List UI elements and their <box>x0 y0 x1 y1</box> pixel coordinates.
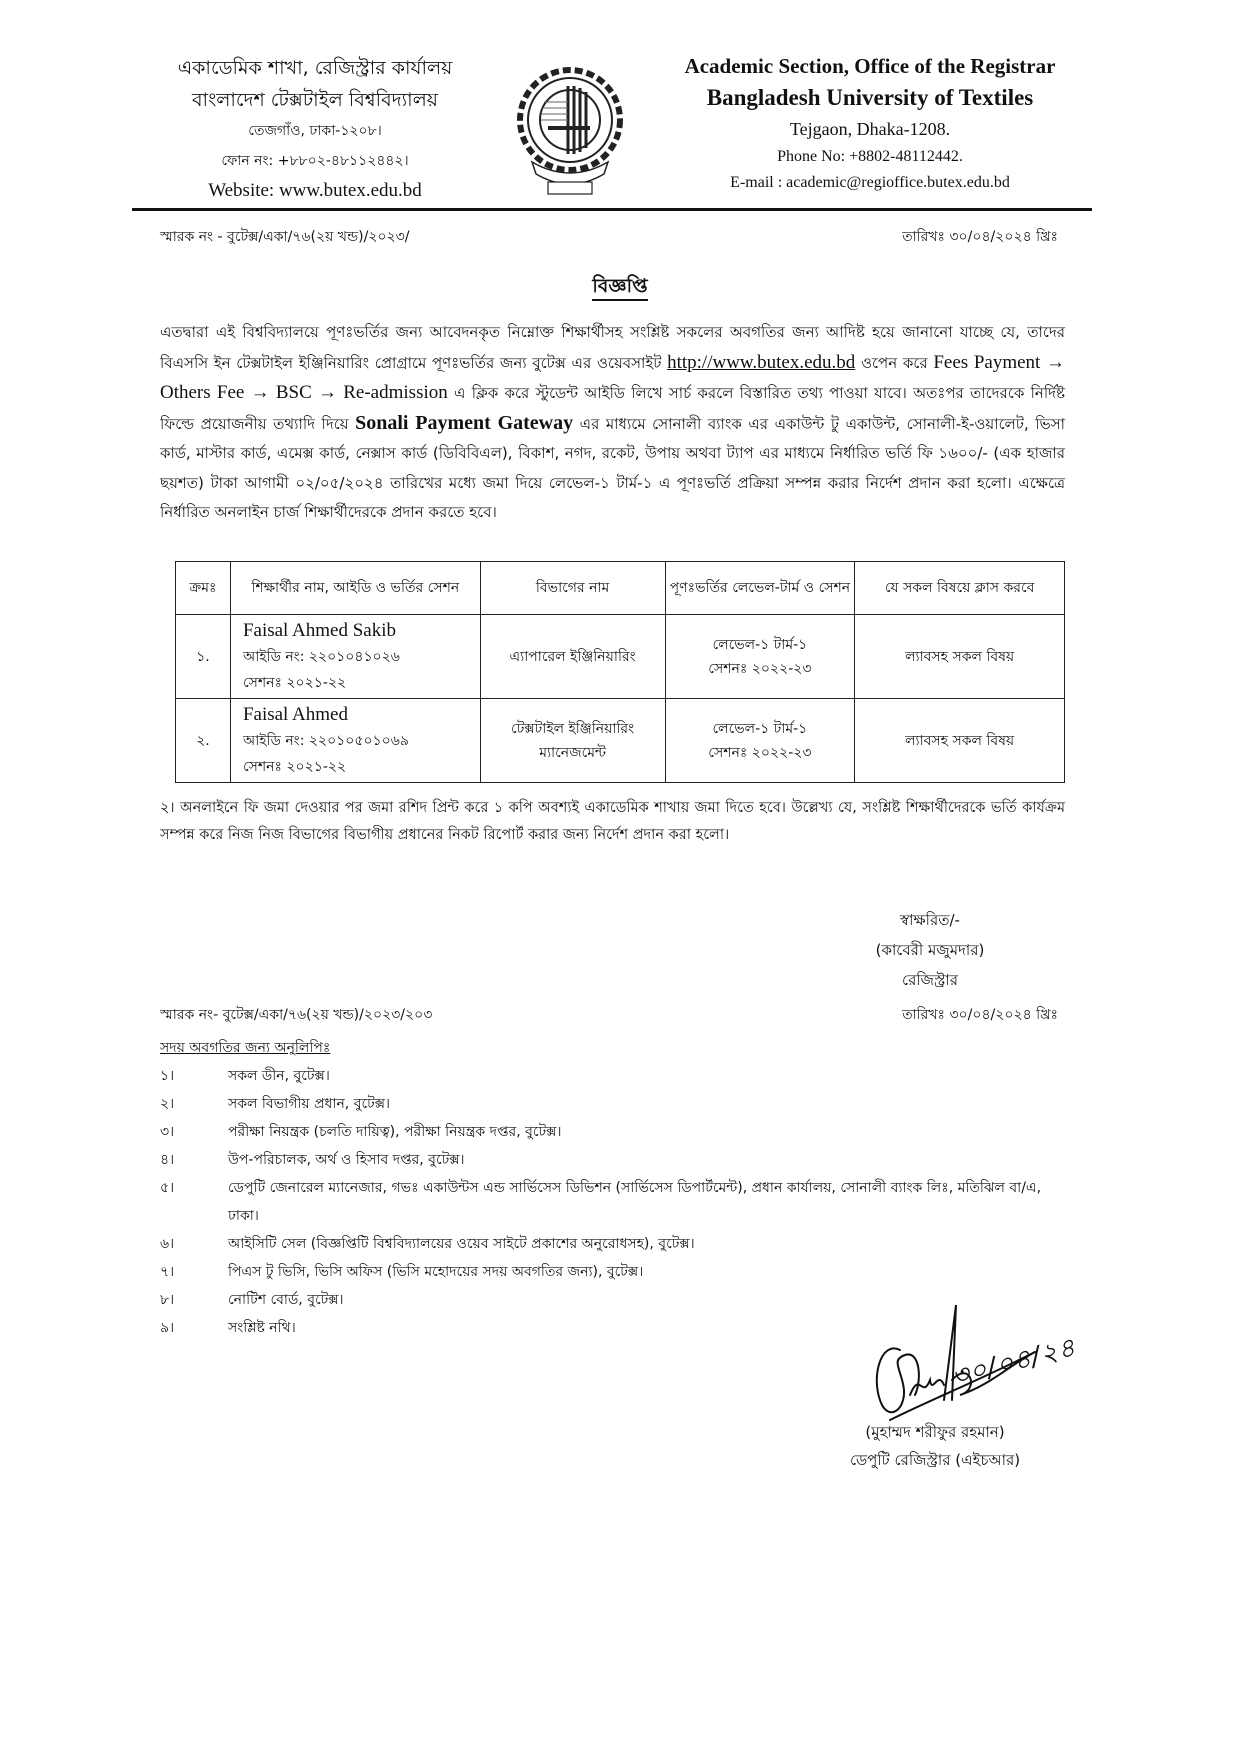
header-bn-office: একাডেমিক শাখা, রেজিস্ট্রার কার্যালয় <box>177 57 453 79</box>
student-name: Faisal Ahmed <box>242 703 348 725</box>
header-en-address: Tejgaon, Dhaka-1208. <box>789 119 951 139</box>
item-number: ৪। <box>160 1152 175 1168</box>
col-subjects: যে সকল বিষয়ে ক্লাস করবে <box>855 562 1065 615</box>
col-serial: ক্রমঃ <box>176 562 231 615</box>
item-text: পরীক্ষা নিয়ন্ত্রক (চলতি দায়িত্ব), পরীক্ষা নিয়ন্ত্রক দপ্তর, বুটেক্স। <box>228 1124 562 1140</box>
notice-text-4: এর মাধ্যমে সোনালী ব্যাংক এর একাউন্ট টু একাউন্ট, সোনালী-ই-ওয়ালেট, ভিসা কার্ড, মাস্টার কার্ড, এমেক্স কার্ড, নেক্সাস কার্ড (ডিবিবিএল), বিকাশ, নগদ, রকেট, উপায় অথবা ট্যাপ এর মাধ্যমে নির্ধারিত ভর্তি ফি ১৬০০/- (এক হাজার ছয়শত) টাকা আগামী ০২/০৫/২০২৪ তারিখের মধ্যে জমা দিয়ে লেভেল-১ টার্ম-১ এ পূণঃভর্তি প্রক্রিয়া সম্পন্ন করার নির্দেশ প্রদান করা হলো। এক্ষেত্রে নির্ধারিত অনলাইন চার্জ শিক্ষার্থীদেরকে প্রদান করতে হবে। <box>160 414 1065 521</box>
readmit-session: সেশনঃ ২০২২-২৩ <box>708 660 812 677</box>
copies-title: সদয় অবগতির জন্য অনুলিপিঃ <box>160 1040 331 1056</box>
item-number: ৫। <box>160 1180 175 1196</box>
level-term: লেভেল-১ টার্ম-১ <box>712 720 808 737</box>
website-link[interactable]: http://www.butex.edu.bd <box>667 351 856 373</box>
signature-date: ৩০/০৪/২৪ <box>948 1332 1080 1393</box>
header-divider <box>132 208 1092 211</box>
item-text: নোটিশ বোর্ড, বুটেক্স। <box>228 1292 344 1308</box>
header-website: Website: www.butex.edu.bd <box>208 180 422 201</box>
memo2-reference: স্মারক নং- বুটেক্স/একা/৭৬(২য় খন্ড)/২০২৩/২০৩ <box>160 1007 433 1023</box>
row-serial: ২. <box>176 699 231 783</box>
item-text: আইসিটি সেল (বিজ্ঞপ্তিটি বিশ্ববিদ্যালয়ের ওয়েব সাইটে প্রকাশের অনুরোধসহ), বুটেক্স। <box>228 1236 695 1252</box>
header-en-phone: Phone No: +8802-48112442. <box>777 148 963 165</box>
notice-text-2: ওপেন করে <box>860 353 928 372</box>
row-student <box>230 699 480 783</box>
item-number: ৭। <box>160 1264 175 1280</box>
col-department: বিভাগের নাম <box>480 562 665 615</box>
row-department: টেক্সটাইল ইঞ্জিনিয়ারিং ম্যানেজমেন্ট <box>480 699 665 783</box>
notice-title-text: বিজ্ঞপ্তি <box>592 275 647 301</box>
col-level-term: পূণঃভর্তির লেভেল-টার্ম ও সেশন <box>665 562 855 615</box>
list-item <box>160 1258 1060 1286</box>
student-name: Faisal Ahmed Sakib <box>242 619 397 641</box>
registrar-title: রেজিস্ট্রার <box>901 971 959 989</box>
payment-path: Fees Payment → Others Fee → BSC → Re-admission <box>160 351 1065 403</box>
item-text: সকল বিভাগীয় প্রধান, বুটেক্স। <box>228 1096 391 1112</box>
university-seal-icon <box>510 62 630 202</box>
notice-body <box>160 318 1065 528</box>
readmit-session: সেশনঃ ২০২২-২৩ <box>708 744 812 761</box>
row-serial: ১. <box>176 615 231 699</box>
deputy-registrar-signatory <box>820 1418 1050 1474</box>
registrar-signatory <box>830 905 1030 995</box>
item-text: পিএস টু ভিসি, ভিসি অফিস (ভিসি মহোদয়ের সদয় অবগতির জন্য), বুটেক্স। <box>228 1264 644 1280</box>
student-session: সেশনঃ ২০২১-২২ <box>242 674 347 691</box>
memo2-date: তারিখঃ ৩০/০৪/২০২৪ খ্রিঃ <box>902 1007 1058 1023</box>
table-row <box>176 699 1065 783</box>
notice-text-1: এতদ্বারা এই বিশ্ববিদ্যালয়ে পূণঃভর্তির জন্য আবেদনকৃত নিম্নোক্ত শিক্ষার্থীসহ সংশ্লিষ্ট সকলের অবগতির জন্য আদিষ্ট হয়ে জানানো যাচ্ছে যে, তাদের বিএসসি ইন টেক্সটাইল ইঞ্জিনিয়ারিং প্রোগ্রামে পূণঃভর্তির জন্য বুটেক্স এর ওয়েবসাইট <box>160 323 1065 372</box>
item-number: ১। <box>160 1068 175 1084</box>
table-header-row <box>176 562 1065 615</box>
row-department: এ্যাপারেল ইঞ্জিনিয়ারিং <box>480 615 665 699</box>
list-item <box>160 1062 1060 1090</box>
header-en-university: Bangladesh University of Textiles <box>706 85 1034 110</box>
payment-gateway-name: Sonali Payment Gateway <box>355 411 574 434</box>
col-student: শিক্ষার্থীর নাম, আইডি ও ভর্তির সেশন <box>230 562 480 615</box>
header-en-office: Academic Section, Office of the Registrar <box>684 54 1056 78</box>
memo-date: তারিখঃ ৩০/০৪/২০২৪ খ্রিঃ <box>902 229 1058 245</box>
list-item <box>160 1090 1060 1118</box>
list-item <box>160 1146 1060 1174</box>
header-bn-address: তেজগাঁও, ঢাকা-১২০৮। <box>248 123 382 139</box>
student-session: সেশনঃ ২০২১-২২ <box>242 758 347 775</box>
table-row <box>176 615 1065 699</box>
row-level-term <box>665 615 855 699</box>
header-bn-university: বাংলাদেশ টেক্সটাইল বিশ্ববিদ্যালয় <box>191 89 438 111</box>
item-text: সংশ্লিষ্ট নথি। <box>228 1320 296 1336</box>
notice-title <box>0 272 1240 304</box>
header-english <box>660 50 1080 196</box>
item-number: ৬। <box>160 1236 175 1252</box>
signed-mark: স্বাক্ষরিত/- <box>900 911 960 929</box>
level-term: লেভেল-১ টার্ম-১ <box>712 636 808 653</box>
item-number: ৮। <box>160 1292 175 1308</box>
header-bangla <box>150 52 480 206</box>
student-id: আইডি নং: ২২০১০৪১০২৬ <box>242 648 400 665</box>
row-student <box>230 615 480 699</box>
item-number: ৩। <box>160 1124 175 1140</box>
list-item <box>160 1230 1060 1258</box>
notice-text-3: এ ক্লিক করে স্টুডেন্ট আইডি লিখে সার্চ করলে বিস্তারিত তথ্য পাওয়া যাবে। অতঃপর তাদেরকে নির্দিষ্ট ফিল্ডে প্রয়োজনীয় তথ্যাদি দিয়ে <box>160 384 1065 433</box>
memo-reference: স্মারক নং - বুটেক্স/একা/৭৬(২য় খন্ড)/২০২৩/ <box>160 229 410 245</box>
header-bn-phone: ফোন নং: +৮৮০২-৪৮১১২৪৪২। <box>221 153 409 169</box>
item-text: ডেপুটি জেনারেল ম্যানেজার, গভঃ একাউন্টস এন্ড সার্ভিসেস ডিভিশন (সার্ভিসেস ডিপার্টমেন্ট), প্রধান কার্যালয়, সোনালী ব্যাংক লিঃ, মতিঝিল বা/এ, ঢাকা। <box>228 1180 1042 1224</box>
row-subjects: ল্যাবসহ সকল বিষয় <box>855 699 1065 783</box>
deputy-registrar-title: ডেপুটি রেজিস্ট্রার (এইচআর) <box>849 1451 1021 1469</box>
students-table <box>175 561 1065 783</box>
list-item <box>160 1174 1060 1230</box>
list-item <box>160 1118 1060 1146</box>
deputy-registrar-name: (মুহাম্মদ শরীফুর রহমান) <box>865 1423 1005 1441</box>
header-en-email: E-mail : academic@regioffice.butex.edu.bd <box>730 174 1010 191</box>
student-id: আইডি নং: ২২০১০৫০১০৬৯ <box>242 732 409 749</box>
row-subjects: ল্যাবসহ সকল বিষয় <box>855 615 1065 699</box>
item-text: সকল ডীন, বুটেক্স। <box>228 1068 330 1084</box>
item-number: ২। <box>160 1096 175 1112</box>
row-level-term <box>665 699 855 783</box>
item-number: ৯। <box>160 1320 175 1336</box>
registrar-name: (কাবেরী মজুমদার) <box>875 941 985 959</box>
notice-point-2: ২। অনলাইনে ফি জমা দেওয়ার পর জমা রশিদ প্রিন্ট করে ১ কপি অবশ্যই একাডেমিক শাখায় জমা দিতে হবে। উল্লেখ্য যে, সংশ্লিষ্ট শিক্ষার্থীদেরকে ভর্তি কার্যক্রম সম্পন্ন করে নিজ নিজ বিভাগের বিভাগীয় প্রধানের নিকট রিপোর্ট করার জন্য নির্দেশ প্রদান করা হলো। <box>160 800 1065 843</box>
item-text: উপ-পরিচালক, অর্থ ও হিসাব দপ্তর, বুটেক্স। <box>228 1152 465 1168</box>
